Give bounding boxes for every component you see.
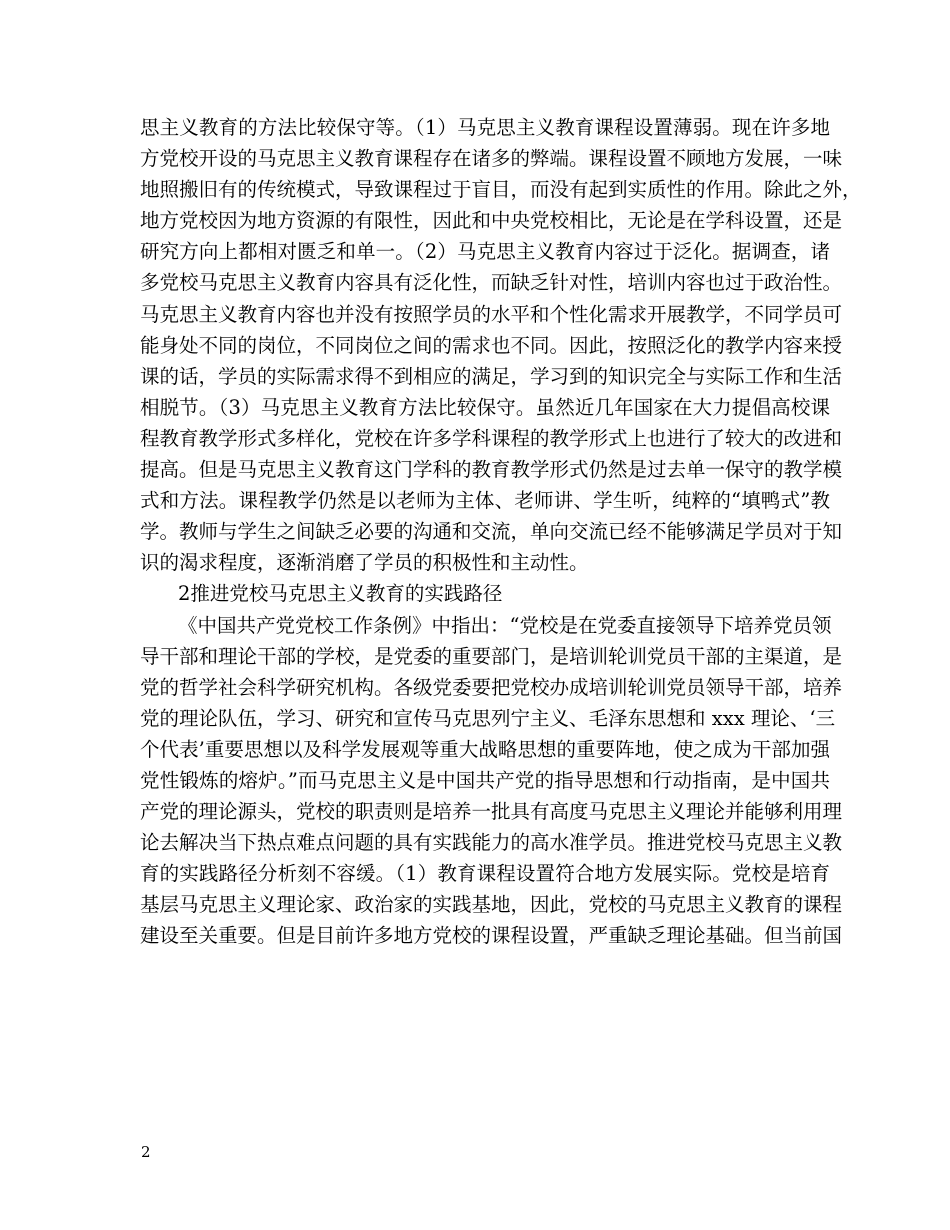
text-line: 马克思主义教育内容也并没有按照学员的水平和个性化需求开展教学，不同学员可 bbox=[140, 302, 843, 326]
text-line: 多党校马克思主义教育内容具有泛化性，而缺乏针对性，培训内容也过于政治性。 bbox=[140, 271, 843, 295]
text-line: 地方党校因为地方资源的有限性，因此和中央党校相比，无论是在学科设置，还是 bbox=[140, 209, 843, 233]
text-line: 地照搬旧有的传统模式，导致课程过于盲目，而没有起到实质性的作用。除此之外， bbox=[140, 178, 862, 202]
text-line: 式和方法。课程教学仍然是以老师为主体、老师讲、学生听，纯粹的“填鸭式”教 bbox=[140, 489, 830, 513]
text-line: 基层马克思主义理论家、政治家的实践基地，因此，党校的马克思主义教育的课程 bbox=[140, 893, 843, 917]
section-heading: 2推进党校马克思主义教育的实践路径 bbox=[178, 582, 503, 606]
page-number: 2 bbox=[141, 1143, 151, 1161]
body-text bbox=[140, 112, 862, 952]
text-line: 提高。但是马克思主义教育这门学科的教育教学形式仍然是过去单一保守的教学模 bbox=[140, 458, 843, 482]
text-line: 建设至关重要。但是目前许多地方党校的课程设置，严重缺乏理论基础。但当前国 bbox=[140, 924, 843, 948]
text-line: 论去解决当下热点难点问题的具有实践能力的高水准学员。推进党校马克思主义教 bbox=[140, 831, 843, 855]
text-line: 识的渴求程度，逐渐消磨了学员的积极性和主动性。 bbox=[140, 551, 589, 575]
text-line: 《中国共产党党校工作条例》中指出：“党校是在党委直接领导下培养党员领 bbox=[178, 613, 832, 637]
text-line: 课的话，学员的实际需求得不到相应的满足，学习到的知识完全与实际工作和生活 bbox=[140, 364, 843, 388]
text-line: 导干部和理论干部的学校，是党委的重要部门，是培训轮训党员干部的主渠道，是 bbox=[140, 644, 843, 668]
text-line: 思主义教育的方法比较保守等。（1）马克思主义教育课程设置薄弱。现在许多地 bbox=[140, 116, 830, 139]
text-line: 产党的理论源头，党校的职责则是培养一批具有高度马克思主义理论并能够利用理 bbox=[140, 800, 843, 824]
text-line: 方党校开设的马克思主义教育课程存在诸多的弊端。课程设置不顾地方发展，一味 bbox=[140, 147, 843, 171]
text-line: 个代表’重要思想以及科学发展观等重大战略思想的重要阵地，使之成为干部加强 bbox=[140, 737, 830, 761]
text-line: 党性锻炼的熔炉。”而马克思主义是中国共产党的指导思想和行动指南，是中国共 bbox=[140, 768, 830, 792]
text-line: 党的哲学社会科学研究机构。各级党委要把党校办成培训轮训党员领导干部，培养 bbox=[140, 675, 843, 699]
text-line: 党的理论队伍，学习、研究和宣传马克思列宁主义、毛泽东思想和 xxx 理论、‘三 bbox=[140, 706, 836, 730]
text-line: 学。教师与学生之间缺乏必要的沟通和交流，单向交流已经不能够满足学员对于知 bbox=[140, 520, 843, 544]
text-line: 能身处不同的岗位，不同岗位之间的需求也不同。因此，按照泛化的教学内容来授 bbox=[140, 333, 843, 357]
text-line: 程教育教学形式多样化，党校在许多学科课程的教学形式上也进行了较大的改进和 bbox=[140, 426, 843, 450]
text-line: 相脱节。（3）马克思主义教育方法比较保守。虽然近几年国家在大力提倡高校课 bbox=[140, 395, 830, 419]
text-line: 研究方向上都相对匮乏和单一。（2）马克思主义教育内容过于泛化。据调查，诸 bbox=[140, 240, 830, 264]
text-line: 育的实践路径分析刻不容缓。（1）教育课程设置符合地方发展实际。党校是培育 bbox=[140, 862, 830, 886]
